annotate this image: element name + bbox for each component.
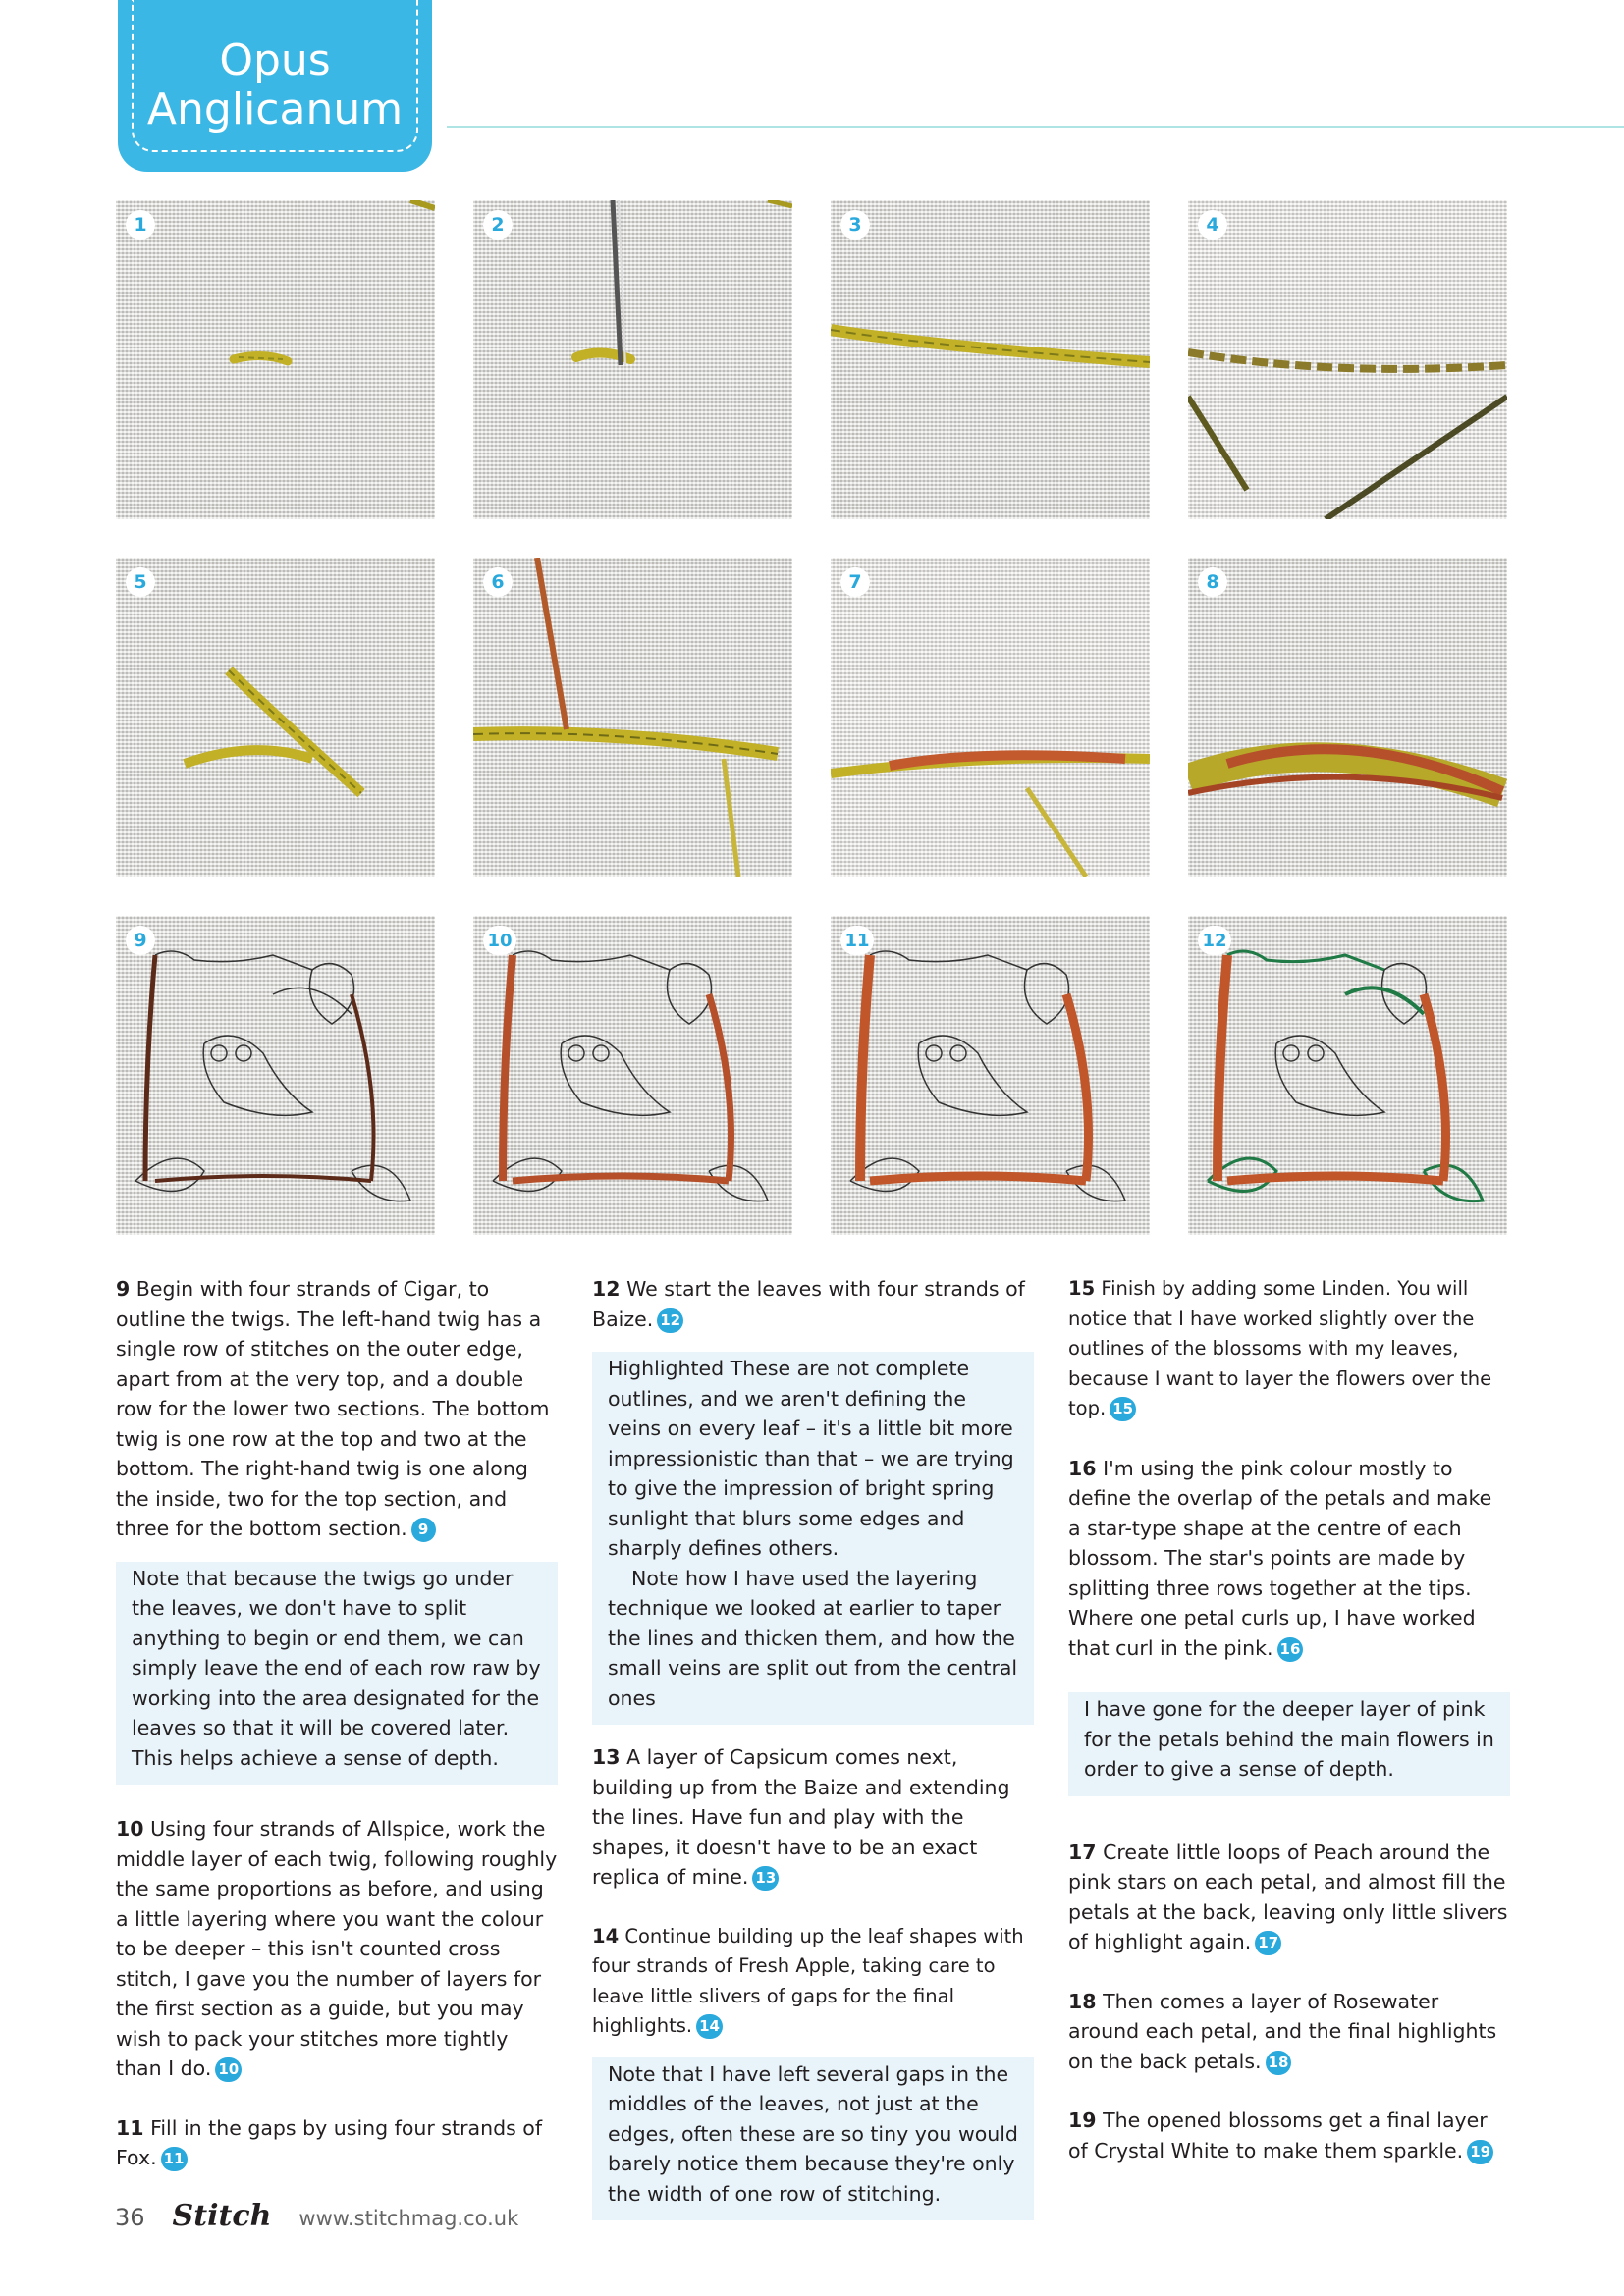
step-badge: 18 (1266, 2051, 1292, 2075)
tip-box (592, 2057, 1034, 2221)
step-text: Fill in the gaps by using four strands of Fox. (116, 2115, 543, 2169)
step-text: Using four strands of Allspice, work the middle layer of each twig, following roughly the same proportions as before, and using a little layering where you want the colour to be deeper – this isn't counted cross stitch, I gave you the number of layers for the first section as a guide, but you may wish to pack your stitches more tightly than I do. (116, 1817, 558, 2080)
tip-box (116, 1562, 558, 1786)
step-13 (592, 1742, 1034, 1893)
step-badge: 4 (1198, 210, 1227, 240)
step-number: 10 (116, 1817, 144, 1841)
step-badge: 10 (483, 926, 516, 955)
magazine-logo: Stitch (172, 2199, 272, 2233)
step-number: 14 (592, 1924, 620, 1948)
step-photo-2 (473, 200, 792, 519)
step-badge: 3 (840, 210, 870, 240)
tip-text: I have gone for the deeper layer of pink for the petals behind the main flowers in order to give a sense of depth. (1084, 1697, 1494, 1781)
step-number: 19 (1068, 2109, 1097, 2132)
step-number: 11 (116, 2115, 144, 2140)
step-11 (116, 2113, 558, 2173)
step-badge: 11 (840, 926, 874, 955)
page-footer (115, 2199, 518, 2233)
step-text: Then comes a layer of Rosewater around each petal, and the final highlights on the back petals. (1068, 1989, 1497, 2073)
step-10 (116, 1814, 558, 2084)
step-photo-10 (473, 916, 792, 1235)
step-badge: 17 (1255, 1931, 1281, 1955)
step-photo-5 (116, 558, 435, 877)
step-number: 9 (116, 1277, 131, 1301)
text-column-1 (116, 1274, 558, 2173)
step-12 (592, 1274, 1034, 1334)
step-badge: 2 (483, 210, 513, 240)
step-16 (1068, 1454, 1510, 1664)
section-title-line1: Opus (219, 34, 331, 85)
header-rule (447, 126, 1624, 128)
step-9 (116, 1274, 558, 1544)
step-photo-9 (116, 916, 435, 1235)
step-number: 13 (592, 1745, 621, 1769)
step-number: 12 (592, 1277, 621, 1301)
step-photo-6 (473, 558, 792, 877)
tip-box (1068, 1692, 1510, 1796)
step-photo-7 (831, 558, 1150, 877)
step-badge: 13 (752, 1866, 779, 1891)
tip-box (592, 1352, 1034, 1725)
text-column-2 (592, 1274, 1034, 2220)
step-text: I'm using the pink colour mostly to define the overlap of the petals and make a star-type shape at the centre of each blossom. The star's points are made by splitting three rows together at the tips. Where one petal curls up, I have worked that curl in the pink. (1068, 1456, 1492, 1660)
step-text: Finish by adding some Linden. You will notice that I have worked slightly over the outlines of the blossoms with my leaves, because I want to layer the flowers over the top. (1068, 1277, 1492, 1419)
step-photo-1 (116, 200, 435, 519)
step-number: 18 (1068, 1989, 1097, 2013)
section-tab (118, 0, 432, 172)
text-column-3 (1068, 1274, 1510, 2165)
step-number: 17 (1068, 1840, 1097, 1864)
step-badge: 1 (126, 210, 155, 240)
tip-text: Note how I have used the layering technique we looked at earlier to taper the lines and thicken them, and how the small veins are split out from the central ones (608, 1566, 1018, 1710)
step-badge: 16 (1277, 1637, 1304, 1662)
tip-text: Note that I have left several gaps in the middles of the leaves, not just at the edges, often these are so tiny you would barely notice them because they're only the width of one row of stitching. (608, 2061, 1018, 2206)
step-text: Create little loops of Peach around the pink stars on each petal, and almost fill the petals at the back, leaving only little slivers of highlight again. (1068, 1840, 1508, 1953)
step-photo-12 (1188, 916, 1507, 1235)
step-photo-3 (831, 200, 1150, 519)
step-text: Begin with four strands of Cigar, to outline the twigs. The left-hand twig has a single row of stitches on the outer edge, apart from at the very top, and a double row for the lower two sections. The bottom twig is one row at the top and two at the bottom. The right-hand twig is one along the inside, two for the top section, and three for the bottom section. (116, 1277, 550, 1540)
step-badge: 12 (657, 1308, 683, 1333)
step-badge: 9 (411, 1518, 436, 1542)
step-badge: 6 (483, 567, 513, 597)
section-tab-border (132, 0, 418, 152)
step-badge: 14 (696, 2014, 723, 2039)
website-link[interactable]: www.stitchmag.co.uk (298, 2207, 519, 2230)
page-number: 36 (115, 2204, 145, 2231)
step-badge: 7 (840, 567, 870, 597)
tip-text: Highlighted These are not complete outlines, and we aren't defining the veins on every leaf – it's a little bit more impressionistic than that – we are trying to give the impression of bright spring sunlight that blurs some edges and sharply defines others. (608, 1357, 1014, 1560)
step-number: 15 (1068, 1277, 1096, 1300)
section-title-line2: Anglicanum (146, 83, 404, 134)
step-badge: 12 (1198, 926, 1231, 955)
step-badge: 8 (1198, 567, 1227, 597)
step-photo-4 (1188, 200, 1507, 519)
step-19 (1068, 2106, 1510, 2165)
step-badge: 19 (1467, 2140, 1493, 2164)
step-text: The opened blossoms get a final layer of Crystal White to make them sparkle. (1068, 2109, 1488, 2163)
step-text: We start the leaves with four strands of Baize. (592, 1277, 1025, 1331)
step-photo-8 (1188, 558, 1507, 877)
step-number: 16 (1068, 1456, 1097, 1480)
step-text: A layer of Capsicum comes next, building up from the Baize and extending the lines. Have fun and play with the shapes, it doesn't have to be an exact replica of mine. (592, 1745, 1010, 1889)
step-photo-11 (831, 916, 1150, 1235)
step-15 (1068, 1274, 1510, 1424)
step-badge: 5 (126, 567, 155, 597)
tip-text: Note that because the twigs go under the leaves, we don't have to split anything to begin or end them, we can simply leave the end of each row raw by working into the area designated for the leaves so that it will be covered later. This helps achieve a sense of depth. (132, 1566, 541, 1770)
step-badge: 9 (126, 926, 155, 955)
step-18 (1068, 1987, 1510, 2077)
step-17 (1068, 1838, 1510, 1957)
step-badge: 15 (1110, 1397, 1136, 1421)
step-badge: 11 (161, 2147, 188, 2171)
step-text: Continue building up the leaf shapes with four strands of Fresh Apple, taking care to leave little slivers of gaps for the final highlights. (592, 1924, 1024, 2037)
step-badge: 10 (215, 2057, 242, 2082)
step-14 (592, 1922, 1034, 2042)
